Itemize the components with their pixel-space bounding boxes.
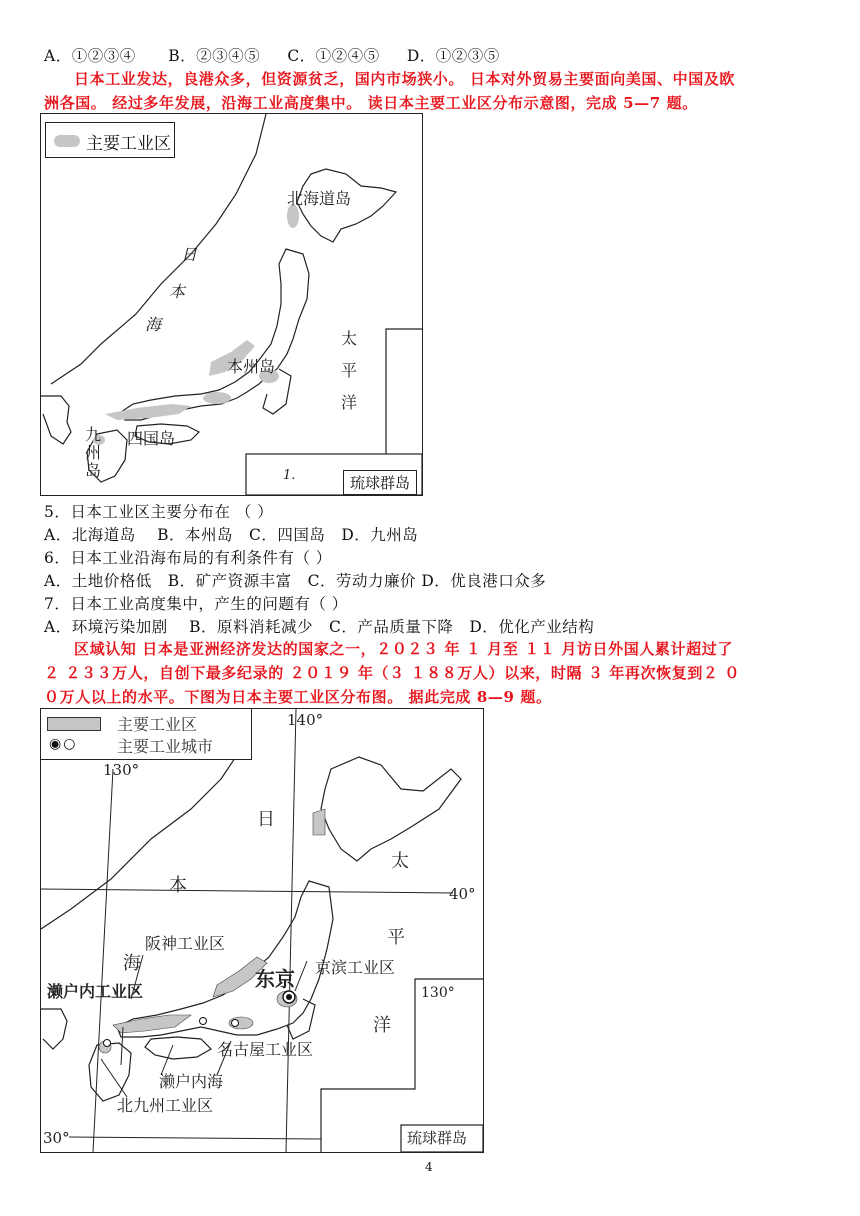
label-hokkaido: 北海道岛 xyxy=(287,189,352,208)
industrial-zone-swatch xyxy=(47,717,101,731)
industrial-city-icon: ◉○ xyxy=(49,736,78,752)
option-a: A．①②③④ xyxy=(44,47,136,65)
intro2-line1: 区域认知 日本是亚洲经济发达的国家之一，２０２３ 年 １ 月至 １１ 月访日外国人累计超过了 xyxy=(74,640,733,658)
label-ocean-1: 太 xyxy=(391,851,409,872)
q6-stem: 6．日本工业沿海布局的有利条件有（ ） xyxy=(44,549,332,567)
japan-industry-map-2 xyxy=(40,708,484,1153)
inset-mark: 1. xyxy=(283,468,296,483)
lon-130-label: 130° xyxy=(103,761,140,779)
q7-stem: 7．日本工业高度集中，产生的问题有（ ） xyxy=(44,595,348,613)
tokyo-city-icon xyxy=(283,991,295,1003)
options-line-prev xyxy=(44,44,500,66)
label-ocean-2: 平 xyxy=(387,927,405,948)
label-shikoku: 四国岛 xyxy=(127,429,176,448)
label-nagoya: 名古屋工业区 xyxy=(217,1040,314,1059)
q7-options: A．环境污染加剧 B．原料消耗减少 C．产品质量下降 D．优化产业结构 xyxy=(44,618,595,636)
page-number: 4 xyxy=(425,1160,433,1174)
map1-inset-label: 琉球群岛 xyxy=(343,470,417,495)
q6-options: A．土地价格低 B．矿产资源丰富 C．劳动力廉价 D．优良港口众多 xyxy=(44,572,547,590)
map2-legend xyxy=(41,709,252,760)
label-ocean-1: 太 xyxy=(341,329,358,348)
label-sea-1: 日 xyxy=(257,809,275,830)
map2-legend-zone-label: 主要工业区 xyxy=(117,715,198,734)
label-hanshin: 阪神工业区 xyxy=(145,934,226,953)
map2-inset-label: 琉球群岛 xyxy=(407,1129,468,1147)
inset-130-label: 130° xyxy=(421,985,455,1001)
map1-legend-label: 主要工业区 xyxy=(86,134,171,154)
label-tokyo: 东京 xyxy=(255,967,295,991)
label-sea-2: 本 xyxy=(169,282,186,301)
intro2-line3: ０万人以上的水平。下图为日本主要工业区分布图。 据此完成 8—9 题。 xyxy=(44,688,552,706)
label-kitakyushu: 北九州工业区 xyxy=(117,1096,214,1115)
label-kyushu-2: 州 xyxy=(85,443,102,462)
label-sea-3: 海 xyxy=(123,953,141,974)
label-ocean-3: 洋 xyxy=(341,393,358,412)
q5-options: A．北海道岛 B．本州岛 C．四国岛 D．九州岛 xyxy=(44,526,419,544)
lat-30-label: 30° xyxy=(43,1129,70,1147)
map2-legend-city-label: 主要工业城市 xyxy=(117,737,214,756)
label-ocean-3: 洋 xyxy=(373,1015,391,1036)
intro1-line1: 日本工业发达，良港众多，但资源贫乏，国内市场狭小。 日本对外贸易主要面向美国、中国及欧 xyxy=(74,70,736,88)
map1-legend xyxy=(45,122,175,158)
japan-industry-map-1 xyxy=(40,113,423,496)
label-sea-3: 海 xyxy=(145,315,162,334)
label-setouchi-sea: 濑户内海 xyxy=(159,1072,224,1091)
lon-140-label: 140° xyxy=(287,711,324,729)
lat-40-label: 40° xyxy=(449,885,476,903)
label-kyushu-1: 九 xyxy=(85,425,102,444)
intro2-line2: ２ ２３３万人，自创下最多纪录的 ２０１９ 年（３ １８８万人）以来，时隔 ３ 年再次恢复到２ ０ xyxy=(44,664,740,682)
label-ocean-2: 平 xyxy=(341,361,358,380)
label-sea-2: 本 xyxy=(169,875,187,896)
option-c: C．①②④⑤ xyxy=(287,47,380,65)
option-d: D．①②③⑤ xyxy=(406,47,500,65)
label-sea-1: 日 xyxy=(181,245,198,264)
option-b: B．②③④⑤ xyxy=(168,47,261,65)
label-setouchi-zone: 濑户内工业区 xyxy=(47,982,144,1001)
q5-stem: 5．日本工业区主要分布在 （ ） xyxy=(44,503,274,521)
label-keihin: 京滨工业区 xyxy=(315,958,396,977)
industrial-zone-swatch xyxy=(54,135,80,147)
label-honshu: 本州岛 xyxy=(227,357,276,376)
label-kyushu-3: 岛 xyxy=(85,461,102,480)
intro1-line2: 洲各国。 经过多年发展，沿海工业高度集中。 读日本主要工业区分布示意图，完成 5—7 题。 xyxy=(44,94,698,112)
